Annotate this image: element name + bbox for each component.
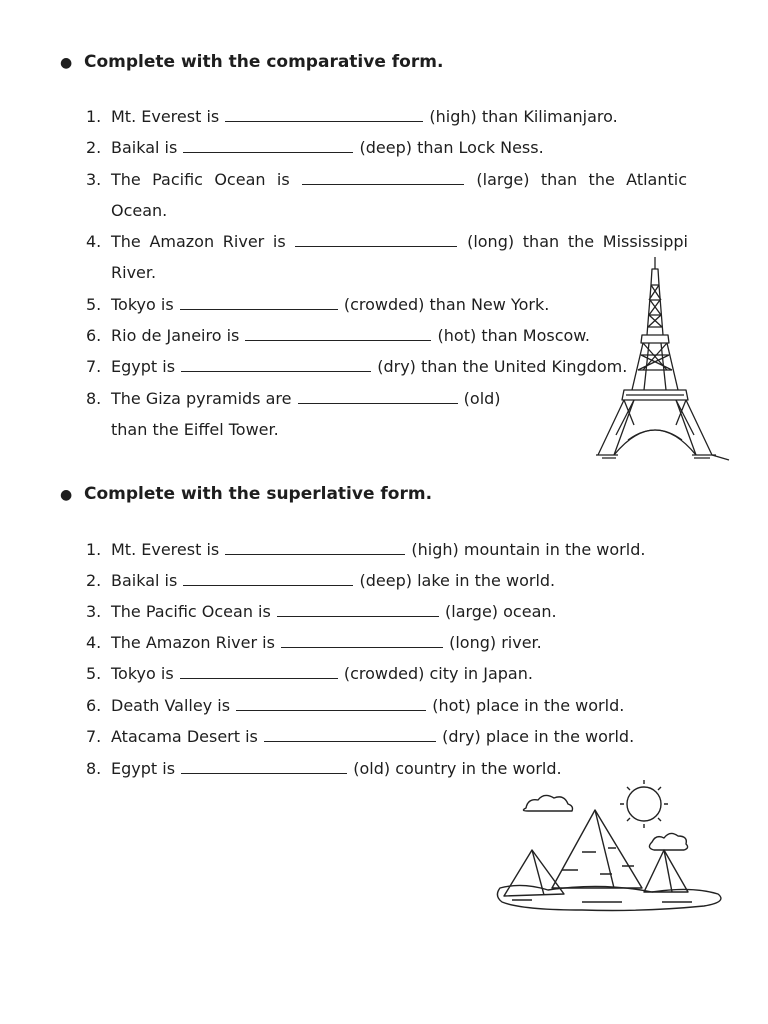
answer-blank[interactable]	[225, 541, 405, 555]
comparative-item-2: 2. Baikal is (deep) than Lock Ness.	[86, 138, 544, 157]
comparative-item-8-continuation: than the Eiffel Tower.	[111, 420, 279, 439]
superlative-item-6: 6. Death Valley is (hot) place in the world.	[86, 696, 625, 715]
answer-blank[interactable]	[236, 697, 426, 711]
superlative-heading: ● Complete with the superlative form.	[60, 484, 433, 504]
answer-blank[interactable]	[183, 139, 353, 153]
answer-blank[interactable]	[245, 327, 431, 341]
answer-blank[interactable]	[302, 171, 464, 185]
comparative-item-8: 8. The Giza pyramids are (old)	[86, 389, 501, 408]
comparative-item-1: 1. Mt. Everest is (high) than Kilimanjaro.	[86, 107, 618, 126]
bullet-icon: ●	[60, 55, 73, 71]
comparative-item-5: 5. Tokyo is (crowded) than New York.	[86, 295, 550, 314]
comparative-heading: ● Complete with the comparative form.	[60, 52, 444, 72]
answer-blank[interactable]	[295, 233, 457, 247]
answer-blank[interactable]	[298, 390, 458, 404]
answer-blank[interactable]	[183, 572, 353, 586]
comparative-item-7: 7. Egypt is (dry) than the United Kingdom.	[86, 357, 628, 376]
answer-blank[interactable]	[181, 358, 371, 372]
superlative-item-3: 3. The Pacific Ocean is (large) ocean.	[86, 602, 557, 621]
answer-blank[interactable]	[181, 760, 347, 774]
comparative-item-4-continuation: River.	[111, 263, 157, 282]
superlative-item-5: 5. Tokyo is (crowded) city in Japan.	[86, 664, 533, 683]
comparative-item-6: 6. Rio de Janeiro is (hot) than Moscow.	[86, 326, 590, 345]
comparative-item-3-continuation: Ocean.	[111, 201, 168, 220]
eiffel-tower-icon	[594, 255, 734, 465]
superlative-item-8: 8. Egypt is (old) country in the world.	[86, 759, 562, 778]
answer-blank[interactable]	[277, 603, 439, 617]
superlative-item-1: 1. Mt. Everest is (high) mountain in the world.	[86, 540, 646, 559]
answer-blank[interactable]	[281, 634, 443, 648]
comparative-item-3: 3. The Pacific Ocean is (large) than the Atlantic	[86, 170, 688, 189]
answer-blank[interactable]	[180, 296, 338, 310]
bullet-icon: ●	[60, 487, 73, 503]
superlative-item-2: 2. Baikal is (deep) lake in the world.	[86, 571, 556, 590]
pyramids-icon	[492, 778, 732, 918]
answer-blank[interactable]	[264, 728, 436, 742]
superlative-item-4: 4. The Amazon River is (long) river.	[86, 633, 542, 652]
answer-blank[interactable]	[225, 108, 423, 122]
comparative-item-4: 4. The Amazon River is (long) than the Mississippi	[86, 232, 688, 251]
answer-blank[interactable]	[180, 665, 338, 679]
superlative-item-7: 7. Atacama Desert is (dry) place in the world.	[86, 727, 635, 746]
